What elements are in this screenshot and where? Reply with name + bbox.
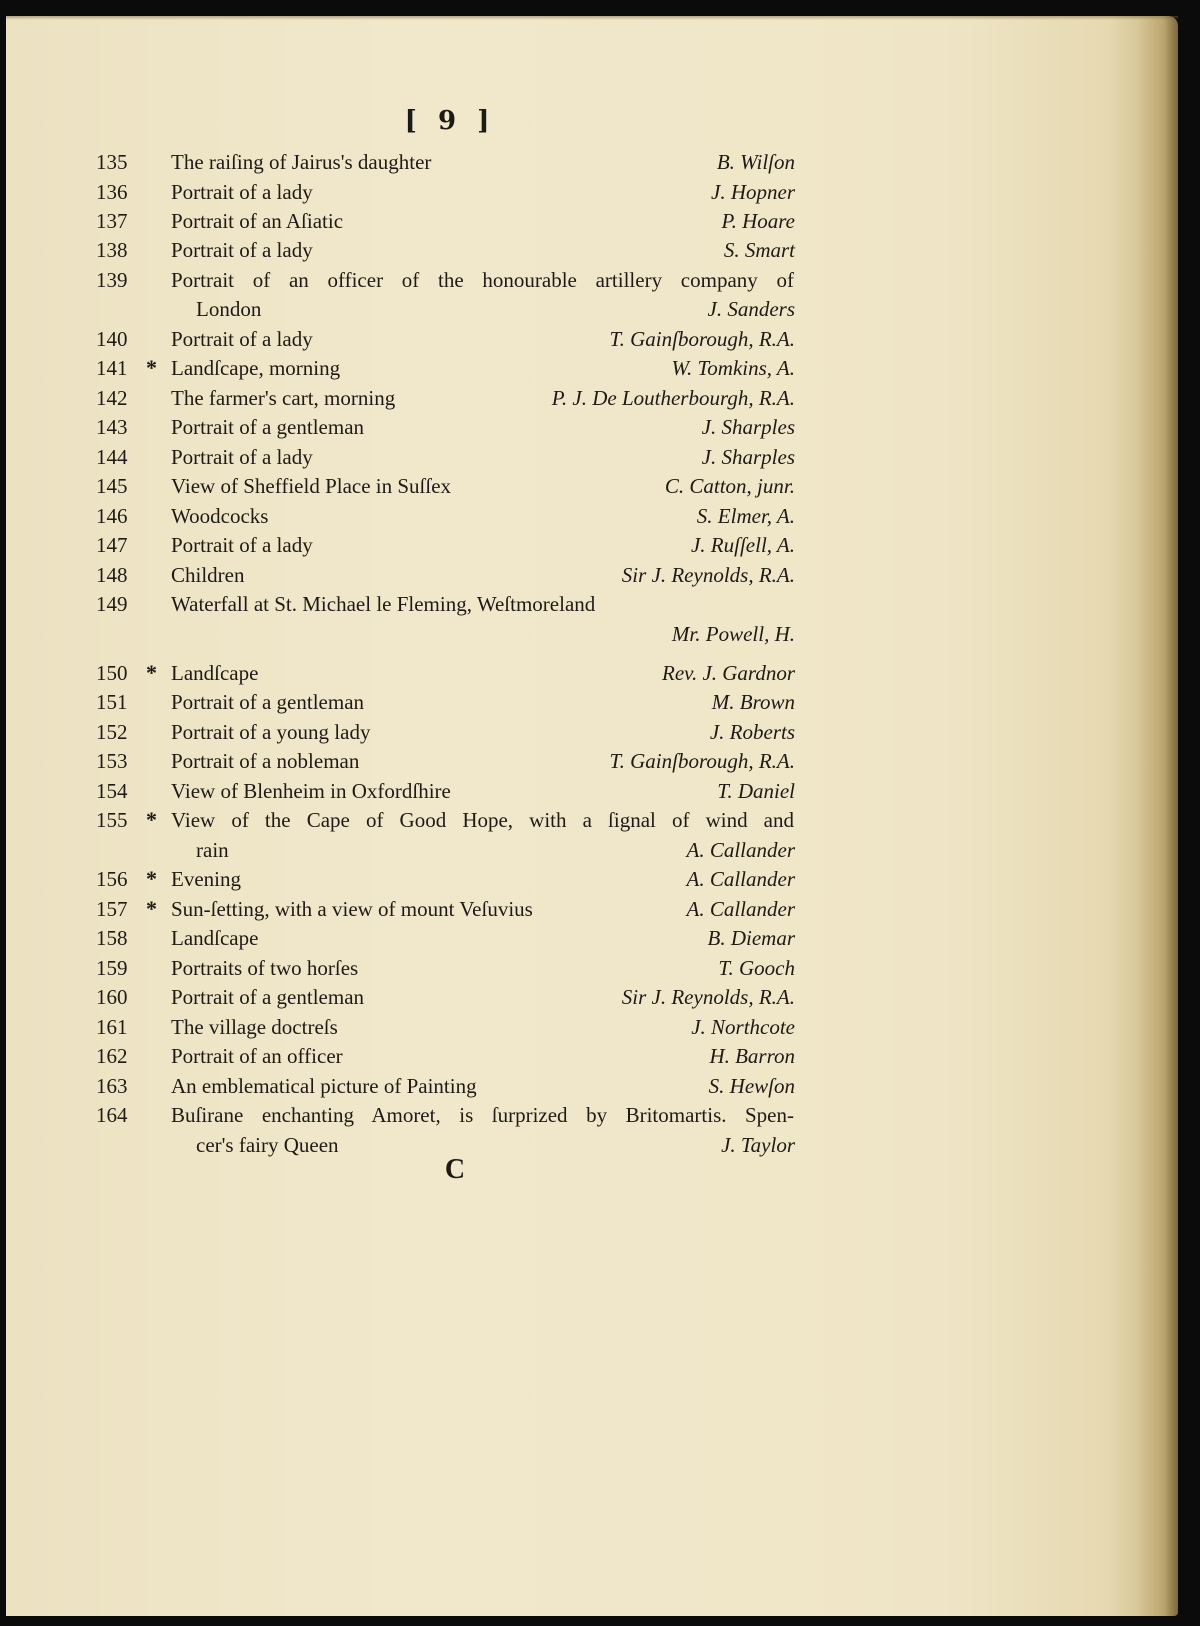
entry-number: 144 bbox=[96, 445, 128, 469]
entry-number: 160 bbox=[96, 985, 128, 1009]
entry-number: 150 bbox=[96, 661, 128, 685]
entry-artist: J. Roberts bbox=[709, 720, 795, 744]
entry-artist: H. Barron bbox=[709, 1044, 795, 1068]
entry-title: Portraits of two horſes bbox=[171, 956, 359, 980]
entry-title: Portrait of a lady bbox=[171, 533, 313, 557]
entry-number: 155 bbox=[96, 808, 128, 832]
entry-number: 154 bbox=[96, 779, 128, 803]
entry-title: Landſcape, morning bbox=[171, 356, 341, 380]
page-fold-shadow bbox=[1138, 16, 1178, 1616]
entry-title: Portrait of a lady bbox=[171, 238, 313, 262]
entry-artist: Sir J. Reynolds, R.A. bbox=[621, 985, 795, 1009]
entry-title: View of the Cape of Good Hope, with a ſignal of wind and bbox=[171, 808, 794, 832]
entry-number: 157 bbox=[96, 897, 128, 921]
entry-title-continuation: London bbox=[196, 297, 262, 321]
entry-title: Portrait of a lady bbox=[171, 445, 313, 469]
entry-title: Portrait of an officer bbox=[171, 1044, 343, 1068]
entry-title: Waterfall at St. Michael le Fleming, Weſtmoreland bbox=[171, 592, 596, 616]
entry-number: 146 bbox=[96, 504, 128, 528]
entry-number: 152 bbox=[96, 720, 128, 744]
entry-title: Portrait of a young lady bbox=[171, 720, 371, 744]
entry-number: 142 bbox=[96, 386, 128, 410]
entry-artist: T. Gainſborough, R.A. bbox=[609, 327, 795, 351]
entry-artist: B. Wilſon bbox=[716, 150, 795, 174]
entry-artist: M. Brown bbox=[711, 690, 795, 714]
entry-title: Sun-ſetting, with a view of mount Veſuvius bbox=[171, 897, 533, 921]
entry-artist: S. Elmer, A. bbox=[696, 504, 795, 528]
entry-artist: J. Taylor bbox=[721, 1133, 795, 1157]
entry-number: 137 bbox=[96, 209, 128, 233]
entry-artist: Sir J. Reynolds, R.A. bbox=[621, 563, 795, 587]
new-work-asterisk: * bbox=[146, 896, 157, 921]
entry-number: 145 bbox=[96, 474, 128, 498]
entry-artist: S. Smart bbox=[723, 238, 795, 262]
entry-title: Evening bbox=[171, 867, 241, 891]
entry-title: Landſcape bbox=[171, 661, 259, 685]
entry-artist: J. Hopner bbox=[711, 180, 795, 204]
new-work-asterisk: * bbox=[146, 866, 157, 891]
new-work-asterisk: * bbox=[146, 660, 157, 685]
entry-title: Portrait of a lady bbox=[171, 180, 313, 204]
entry-title: The farmer's cart, morning bbox=[171, 386, 396, 410]
entry-artist: A. Callander bbox=[686, 838, 795, 862]
entry-artist: S. Hewſon bbox=[708, 1074, 795, 1098]
entry-number: 141 bbox=[96, 356, 128, 380]
entry-number: 147 bbox=[96, 533, 128, 557]
entry-artist: J. Sharples bbox=[701, 415, 795, 439]
entry-title: Children bbox=[171, 563, 245, 587]
entry-number: 161 bbox=[96, 1015, 128, 1039]
entry-number: 143 bbox=[96, 415, 128, 439]
entry-title: An emblematical picture of Painting bbox=[171, 1074, 477, 1098]
entry-artist: B. Diemar bbox=[707, 926, 795, 950]
entry-artist: J. Ruſſell, A. bbox=[690, 533, 795, 557]
entry-number: 153 bbox=[96, 749, 128, 773]
entry-title: Portrait of an Aſiatic bbox=[171, 209, 344, 233]
entry-title: Portrait of a lady bbox=[171, 327, 313, 351]
entry-title: Landſcape bbox=[171, 926, 259, 950]
entry-number: 159 bbox=[96, 956, 128, 980]
entry-artist: A. Callander bbox=[686, 867, 795, 891]
entry-number: 138 bbox=[96, 238, 128, 262]
entry-number: 162 bbox=[96, 1044, 128, 1068]
page-top-edge bbox=[6, 16, 1178, 20]
entry-title: Portrait of a gentleman bbox=[171, 415, 365, 439]
entry-artist: C. Catton, junr. bbox=[664, 474, 795, 498]
entry-title: Portrait of a gentleman bbox=[171, 985, 365, 1009]
entry-number: 158 bbox=[96, 926, 128, 950]
entry-title: Woodcocks bbox=[171, 504, 269, 528]
page-number: [ 9 ] bbox=[404, 106, 496, 136]
entry-artist: W. Tomkins, A. bbox=[671, 356, 795, 380]
new-work-asterisk: * bbox=[146, 355, 157, 380]
entry-number: 163 bbox=[96, 1074, 128, 1098]
entry-title: The raiſing of Jairus's daughter bbox=[171, 150, 432, 174]
entry-title-continuation: cer's fairy Queen bbox=[196, 1133, 339, 1157]
entry-artist: J. Northcote bbox=[691, 1015, 795, 1039]
entry-artist: J. Sanders bbox=[707, 297, 795, 321]
entry-title: Portrait of a gentleman bbox=[171, 690, 365, 714]
entry-number: 148 bbox=[96, 563, 128, 587]
entry-number: 136 bbox=[96, 180, 128, 204]
entry-number: 151 bbox=[96, 690, 128, 714]
entry-title: Portrait of an officer of the honourable artillery company of bbox=[171, 268, 794, 292]
entry-artist: J. Sharples bbox=[701, 445, 795, 469]
new-work-asterisk: * bbox=[146, 807, 157, 832]
entry-number: 149 bbox=[96, 592, 128, 616]
entry-title: The village doctreſs bbox=[171, 1015, 338, 1039]
entry-title: View of Sheffield Place in Suſſex bbox=[171, 474, 452, 498]
entry-artist: P. Hoare bbox=[721, 209, 795, 233]
entry-artist: T. Gainſborough, R.A. bbox=[609, 749, 795, 773]
entry-artist: Mr. Powell, H. bbox=[671, 622, 795, 646]
entry-artist: Rev. J. Gardnor bbox=[662, 661, 795, 685]
entry-number: 164 bbox=[96, 1103, 128, 1127]
signature-mark: C bbox=[444, 1154, 466, 1185]
entry-artist: A. Callander bbox=[686, 897, 795, 921]
entry-title-continuation: rain bbox=[196, 838, 229, 862]
entry-title: Buſirane enchanting Amoret, is ſurprized by Britomartis. Spen- bbox=[171, 1103, 794, 1127]
entry-title: Portrait of a nobleman bbox=[171, 749, 360, 773]
entry-number: 156 bbox=[96, 867, 128, 891]
entry-title: View of Blenheim in Oxfordſhire bbox=[171, 779, 451, 803]
entry-artist: P. J. De Loutherbourgh, R.A. bbox=[551, 386, 795, 410]
entry-artist: T. Gooch bbox=[718, 956, 795, 980]
entry-number: 140 bbox=[96, 327, 128, 351]
entry-number: 135 bbox=[96, 150, 128, 174]
entry-number: 139 bbox=[96, 268, 128, 292]
entry-artist: T. Daniel bbox=[717, 779, 795, 803]
